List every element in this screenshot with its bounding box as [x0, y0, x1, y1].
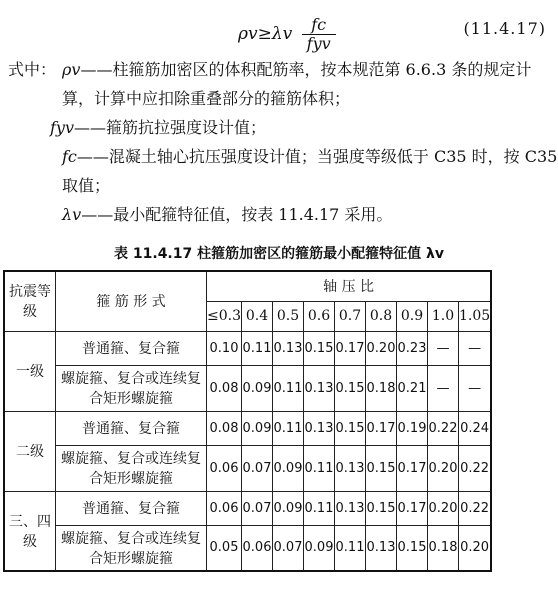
definition-text: 最小配箍特征值，按表 11.4.17 采用。 [113, 205, 393, 224]
value-cell: 0.09 [273, 445, 304, 491]
value-cell: 0.07 [273, 525, 304, 571]
table-row [4, 331, 491, 365]
ratio-header-cell: 0.6 [304, 301, 335, 331]
value-cell: 0.20 [366, 331, 397, 365]
formula-expression [238, 16, 336, 53]
definition-symbol: λv [62, 205, 82, 224]
value-cell: 0.05 [207, 525, 242, 571]
value-cell: 0.13 [335, 491, 366, 525]
ratio-header-cell: 0.9 [397, 301, 428, 331]
table-row [4, 491, 491, 525]
definition-symbol: ρv [62, 60, 81, 79]
value-cell: 0.17 [366, 411, 397, 445]
definition-symbol: fc [62, 147, 77, 166]
value-cell: — [428, 365, 459, 411]
value-cell: 0.22 [428, 411, 459, 445]
value-cell: 0.13 [335, 445, 366, 491]
value-cell: 0.10 [207, 331, 242, 365]
value-cell: 0.08 [207, 365, 242, 411]
value-cell: — [459, 365, 492, 411]
definition-lambda [0, 200, 558, 229]
value-cell: 0.23 [397, 331, 428, 365]
ratio-header-cell: 1.05 [459, 301, 492, 331]
table-row [4, 365, 491, 411]
stirrup-table [3, 270, 492, 572]
definition-fyv [0, 113, 558, 142]
value-cell: 0.15 [366, 445, 397, 491]
table-caption: 表 11.4.17 柱箍筋加密区的箍筋最小配箍特征值 λv [114, 246, 444, 262]
definition-lead: 式中： [8, 60, 57, 79]
value-cell: 0.20 [428, 445, 459, 491]
value-cell: 0.20 [459, 525, 492, 571]
definition-fc [0, 142, 558, 200]
definition-text: 混凝土轴心抗压强度设计值；当强度等级低于 C35 时，按 C35 取值； [62, 147, 558, 195]
grade-cell: 三、四级 [4, 491, 56, 571]
formula-numerator: fc [302, 16, 336, 35]
value-cell: 0.06 [242, 525, 273, 571]
value-cell: 0.11 [304, 491, 335, 525]
formula-fraction [302, 16, 336, 53]
value-cell: 0.11 [242, 331, 273, 365]
value-cell: 0.22 [459, 445, 492, 491]
definition-text: 柱箍筋加密区的体积配筋率，按本规范第 6.6.3 条的规定计算，计算中应扣除重叠部分的箍筋体积； [62, 60, 532, 108]
value-cell: 0.11 [273, 365, 304, 411]
value-cell: 0.13 [304, 365, 335, 411]
value-cell: 0.18 [366, 365, 397, 411]
ratio-header-cell: 0.8 [366, 301, 397, 331]
grade-cell: 一级 [4, 331, 56, 411]
ratio-header-cell: 1.0 [428, 301, 459, 331]
value-cell: 0.15 [335, 365, 366, 411]
formula-block [0, 2, 558, 52]
table-row [4, 525, 491, 571]
stirrup-type-cell: 螺旋箍、复合或连续复合矩形螺旋箍 [56, 525, 207, 571]
definition-symbol: fyv [50, 118, 74, 137]
value-cell: 0.13 [304, 411, 335, 445]
value-cell: 0.13 [273, 331, 304, 365]
value-cell: 0.18 [428, 525, 459, 571]
value-cell: 0.21 [397, 365, 428, 411]
ratio-header-cell: 0.5 [273, 301, 304, 331]
definition-dash: —— [80, 60, 113, 79]
value-cell: 0.20 [428, 491, 459, 525]
stirrup-type-cell: 普通箍、复合箍 [56, 491, 207, 525]
value-cell: 0.17 [335, 331, 366, 365]
ratio-header-cell: 0.7 [335, 301, 366, 331]
value-cell: 0.06 [207, 491, 242, 525]
table-body [4, 331, 491, 571]
value-cell: 0.19 [397, 411, 428, 445]
value-cell: 0.11 [335, 525, 366, 571]
definition-dash: —— [74, 118, 106, 137]
value-cell: 0.15 [335, 411, 366, 445]
value-cell: 0.09 [242, 411, 273, 445]
definition-rho [0, 55, 558, 113]
value-cell: 0.13 [366, 525, 397, 571]
value-cell: 0.09 [242, 365, 273, 411]
value-cell: 0.11 [273, 411, 304, 445]
stirrup-type-cell: 螺旋箍、复合或连续复合矩形螺旋箍 [56, 445, 207, 491]
header-ratio: 轴 压 比 [207, 271, 492, 301]
header-grade: 抗震等级 [4, 271, 56, 331]
ratio-header-cell: ≤0.3 [207, 301, 242, 331]
value-cell: 0.08 [207, 411, 242, 445]
value-cell: 0.17 [397, 445, 428, 491]
value-cell: 0.15 [304, 331, 335, 365]
ratio-header-cell: 0.4 [242, 301, 273, 331]
value-cell: 0.22 [459, 491, 492, 525]
header-type: 箍 筋 形 式 [56, 271, 207, 331]
formula-number: (11.4.17) [463, 19, 546, 38]
formula-denominator: fyv [306, 34, 331, 53]
value-cell: 0.15 [397, 525, 428, 571]
table-row [4, 445, 491, 491]
symbol-definitions [0, 55, 558, 229]
value-cell: 0.07 [242, 491, 273, 525]
value-cell: 0.07 [242, 445, 273, 491]
table-row [4, 411, 491, 445]
value-cell: 0.15 [366, 491, 397, 525]
value-cell: 0.09 [273, 491, 304, 525]
value-cell: 0.24 [459, 411, 492, 445]
definition-dash: —— [81, 205, 114, 224]
definition-dash: —— [76, 147, 109, 166]
definition-text: 箍筋抗拉强度设计值； [106, 118, 267, 137]
value-cell: 0.17 [397, 491, 428, 525]
value-cell: 0.06 [207, 445, 242, 491]
stirrup-type-cell: 螺旋箍、复合或连续复合矩形螺旋箍 [56, 365, 207, 411]
value-cell: 0.09 [304, 525, 335, 571]
grade-cell: 二级 [4, 411, 56, 491]
value-cell: — [459, 331, 492, 365]
formula-lhs: ρv≥λv [238, 24, 293, 44]
value-cell: 0.11 [304, 445, 335, 491]
stirrup-type-cell: 普通箍、复合箍 [56, 331, 207, 365]
stirrup-type-cell: 普通箍、复合箍 [56, 411, 207, 445]
value-cell: — [428, 331, 459, 365]
